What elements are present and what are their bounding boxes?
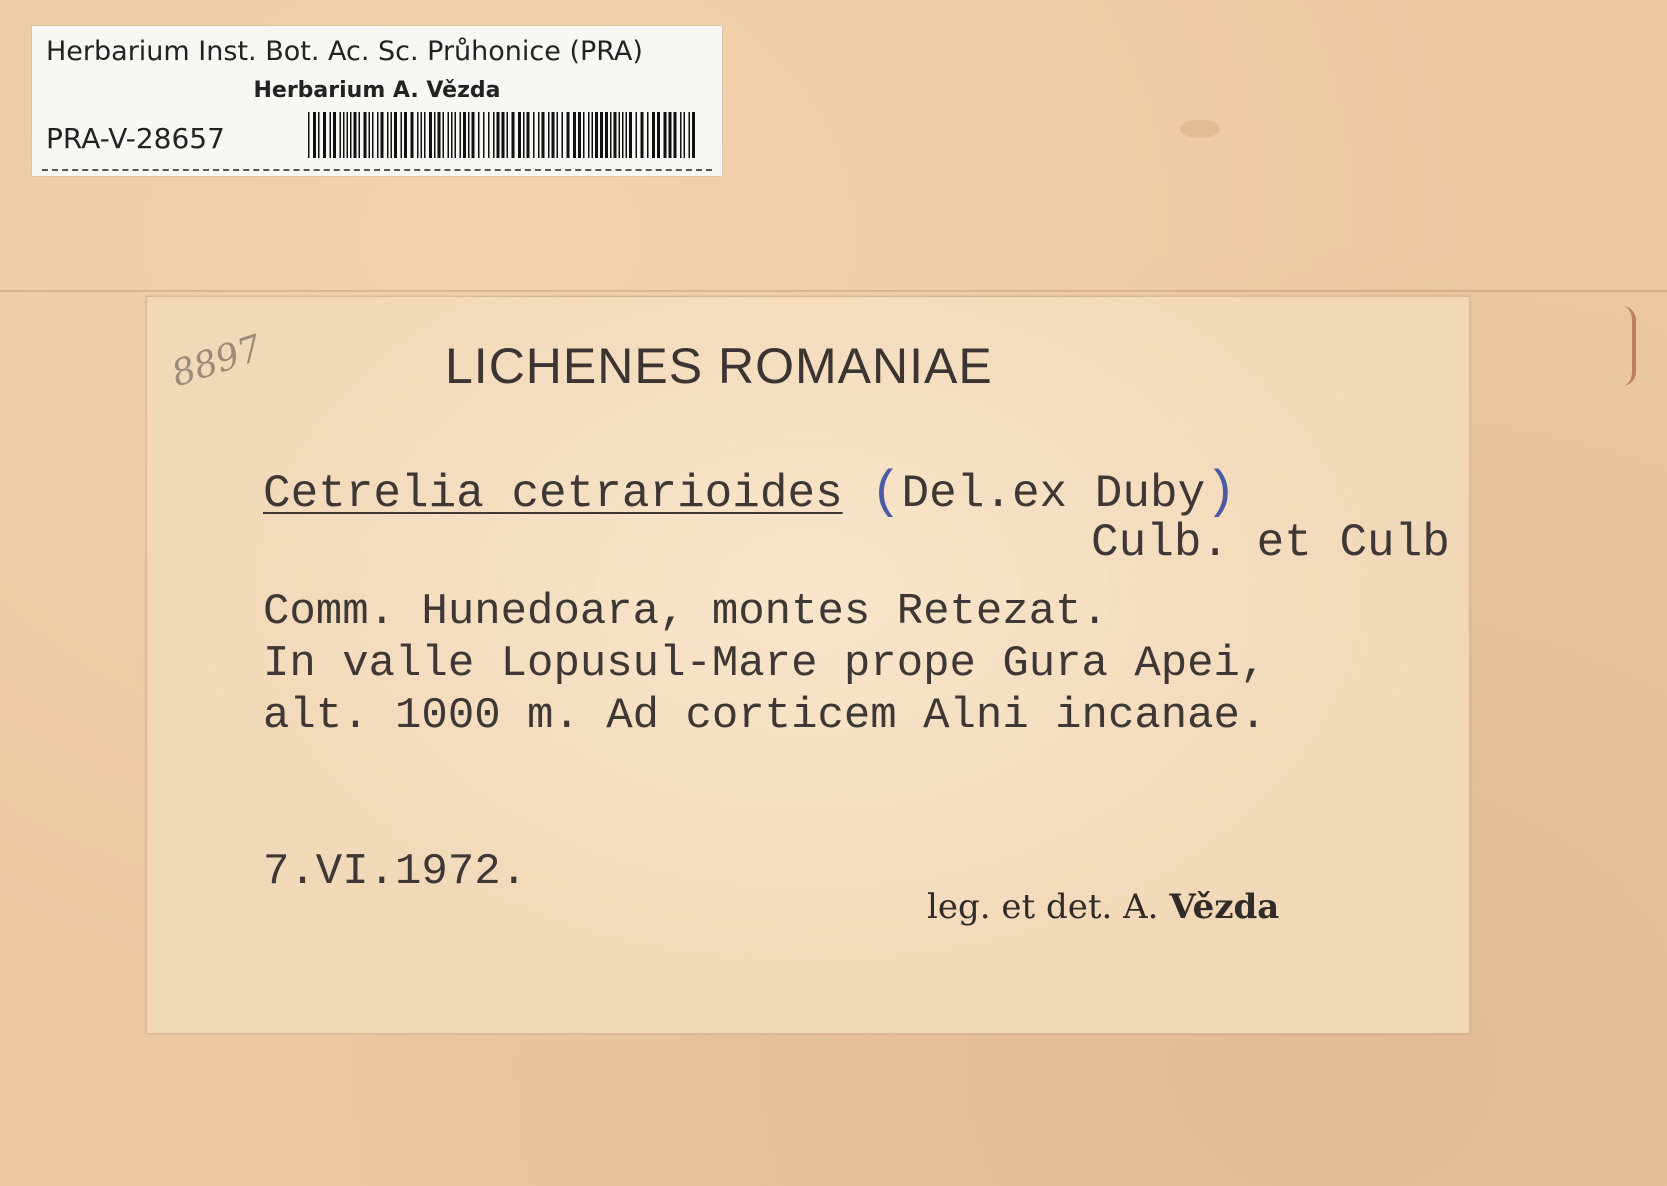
barcode-bar xyxy=(629,112,632,158)
barcode-bar xyxy=(350,112,352,158)
barcode-bar xyxy=(600,112,603,158)
dashed-divider xyxy=(42,169,712,171)
barcode-bar xyxy=(434,112,436,158)
barcode-bar xyxy=(488,112,490,158)
barcode-bar xyxy=(578,112,581,158)
specimen-label xyxy=(146,296,1470,1034)
barcode-bar xyxy=(411,112,414,158)
author-part1: Del.ex Duby xyxy=(901,468,1206,520)
barcode-label xyxy=(32,26,722,176)
barcode-bar xyxy=(502,112,505,158)
barcode-bar xyxy=(468,112,470,158)
barcode-bar xyxy=(562,112,564,158)
locality-line-3: alt. 1000 m. Ad corticem Alni incanae. xyxy=(263,691,1267,741)
barcode-bar xyxy=(647,112,649,158)
barcode-bar xyxy=(548,112,550,158)
handwritten-number: 8897 xyxy=(166,327,267,396)
barcode-bar xyxy=(472,112,475,158)
barcode-bar xyxy=(448,112,450,158)
paper-stain xyxy=(1180,120,1220,138)
barcode-bar xyxy=(664,112,667,158)
edge-mark xyxy=(1622,306,1636,386)
barcode-bar xyxy=(689,112,691,158)
barcode-bar xyxy=(364,112,367,158)
herbarium-name: Herbarium A. Vězda xyxy=(253,78,501,103)
collector-name: Vězda xyxy=(1169,887,1280,927)
barcode-bar xyxy=(417,112,419,158)
barcode-bar xyxy=(451,112,453,158)
barcode-bar xyxy=(641,112,644,158)
barcode-bar xyxy=(533,112,535,158)
barcode-bar xyxy=(455,112,457,158)
barcode-bar xyxy=(391,112,393,158)
barcode-bar xyxy=(421,112,423,158)
barcode-bar xyxy=(523,112,525,158)
barcode-bar xyxy=(512,112,515,158)
barcode-bar xyxy=(507,112,509,158)
barcode-bar xyxy=(657,112,660,158)
barcode-bar xyxy=(610,112,612,158)
barcode-bar xyxy=(387,112,389,158)
barcode-bar xyxy=(592,112,594,158)
paren-open: ( xyxy=(870,463,902,522)
envelope-flap-edge xyxy=(0,290,1667,292)
barcode-bar xyxy=(330,112,332,158)
taxon-line xyxy=(263,463,1236,522)
barcode-bar xyxy=(573,112,576,158)
barcode-bar xyxy=(527,112,530,158)
barcode-bar xyxy=(483,112,485,158)
barcode-bar xyxy=(626,112,628,158)
barcode-bar xyxy=(588,112,590,158)
barcode-bar xyxy=(605,112,608,158)
barcode-bar xyxy=(460,112,462,158)
barcode-bar xyxy=(313,112,316,158)
barcode-bar xyxy=(340,112,342,158)
locality-line-1: Comm. Hunedoara, montes Retezat. xyxy=(263,587,1108,637)
barcode-bar xyxy=(680,112,682,158)
barcode-bar xyxy=(614,112,617,158)
barcode-bar xyxy=(394,112,397,158)
barcode-bar xyxy=(622,112,624,158)
barcode-bar xyxy=(381,112,384,158)
institution-text: Herbarium Inst. Bot. Ac. Sc. Průhonice (PRA) xyxy=(46,36,643,67)
barcode-bar xyxy=(424,112,426,158)
barcode-bar xyxy=(557,112,559,158)
barcode-bar xyxy=(674,112,677,158)
barcode-bar xyxy=(478,112,480,158)
barcode-bar xyxy=(636,112,638,158)
barcode-bar xyxy=(583,112,585,158)
accession-number: PRA-V-28657 xyxy=(46,122,225,155)
author-part2: Culb. et Culb xyxy=(1091,517,1450,569)
barcode-bar xyxy=(463,112,466,158)
series-title: LICHENES ROMANIAE xyxy=(445,338,993,394)
barcode-bar xyxy=(404,112,407,158)
barcode-bar xyxy=(438,112,441,158)
barcode-bar xyxy=(652,112,655,158)
taxon-name: Cetrelia cetrarioides xyxy=(263,468,843,520)
barcode-bar xyxy=(538,112,540,158)
barcode-bar xyxy=(669,112,672,158)
barcode-bar xyxy=(497,112,500,158)
barcode-bar xyxy=(542,112,545,158)
barcode-bar xyxy=(493,112,495,158)
barcode-bar xyxy=(567,112,570,158)
barcode-bar xyxy=(308,112,310,158)
barcode-bar xyxy=(323,112,326,158)
barcode-bar xyxy=(347,112,349,158)
barcode-bar xyxy=(401,112,403,158)
barcode-bar xyxy=(377,112,379,158)
barcode-bar xyxy=(359,112,361,158)
barcode-bar xyxy=(318,112,320,158)
barcode-bar xyxy=(692,112,695,158)
locality-line-2: In valle Lopusul-Mare prope Gura Apei, xyxy=(263,639,1267,689)
barcode-bar xyxy=(429,112,432,158)
barcode-bar xyxy=(443,112,445,158)
barcode-bar xyxy=(343,112,345,158)
barcode-bar xyxy=(518,112,521,158)
barcode-bar xyxy=(619,112,621,158)
barcode-bar xyxy=(684,112,686,158)
barcode-bar xyxy=(333,112,336,158)
collector-prefix: leg. et det. A. xyxy=(927,887,1159,927)
paren-close: ) xyxy=(1205,463,1237,522)
barcode-icon xyxy=(308,112,698,158)
collection-date: 7.VI.1972. xyxy=(263,847,528,897)
collector-line xyxy=(927,887,1279,927)
barcode-bar xyxy=(354,112,357,158)
barcode-bar xyxy=(369,112,371,158)
barcode-bar xyxy=(372,112,374,158)
barcode-bar xyxy=(552,112,555,158)
barcode-bar xyxy=(595,112,598,158)
